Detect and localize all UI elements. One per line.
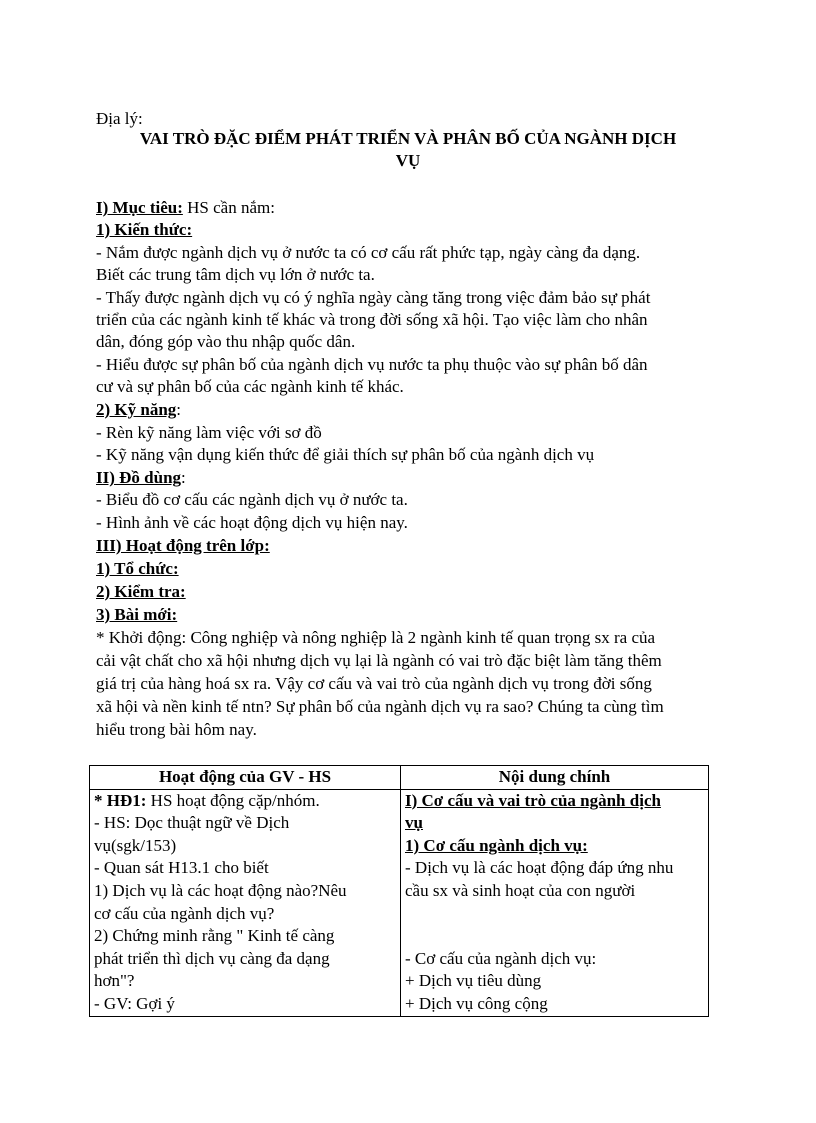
intro-line-2: cải vật chất cho xã hội nhưng dịch vụ lại là ngành có vai trò đặc biệt làm tăng thêm [96,651,662,670]
knowledge-heading: 1) Kiến thức: [96,220,193,239]
knowledge-p3-line1: - Hiểu được sự phân bố của ngành dịch vụ nước ta phụ thuộc vào sự phân bố dân [96,355,648,374]
lesson-table [89,765,709,1017]
header-activities: Hoạt động của GV - HS [90,766,401,790]
knowledge-p1-line2: Biết các trung tâm dịch vụ lớn ở nước ta. [96,265,375,284]
materials-heading-label: II) Đồ dùng [96,468,182,487]
activity-hd1-rest: HS hoạt động cặp/nhóm. [146,790,320,810]
activities-cell [90,789,401,1016]
intro-line-4: xã hội và nền kinh tế ntn? Sự phân bố của ngành dịch vụ ra sao? Chúng ta cùng tìm [96,697,664,716]
skills-heading-label: 2) Kỹ năng [96,400,177,419]
content-line-5: + Dịch vụ công cộng [405,993,548,1013]
content-cell [401,789,709,1016]
objectives-heading [96,197,275,219]
activity-line-3: - Quan sát H13.1 cho biết [94,858,269,878]
content-line-2: cầu sx và sinh hoạt của con người [405,880,636,900]
knowledge-p2-line2: triển của các ngành kinh tế khác và trong đời sống xã hội. Tạo việc làm cho nhân [96,310,648,329]
activity-hd1-label: * HĐ1: [94,790,147,810]
content-spacer [405,903,704,948]
new-lesson-heading: 3) Bài mới: [96,605,178,624]
materials-heading [96,467,186,489]
title-line-1: VAI TRÒ ĐẶC ĐIỂM PHÁT TRIỂN VÀ PHÂN BỐ CỦA NGÀNH DỊCH [139,129,677,148]
activity-line-6: 2) Chứng minh rằng " Kinh tế càng [94,926,335,946]
objectives-heading-rest: HS cần nắm: [182,198,275,217]
title-line-2: VỤ [395,151,421,170]
knowledge-p2-line1: - Thấy được ngành dịch vụ có ý nghĩa ngày càng tăng trong việc đảm bảo sự phát [96,288,651,307]
intro-line-1: * Khởi động: Công nghiệp và nông nghiệp là 2 ngành kinh tế quan trọng sx ra của [96,628,656,647]
checking-heading: 2) Kiểm tra: [96,582,186,601]
content-line-1: - Dịch vụ là các hoạt động đáp ứng nhu [405,858,674,878]
material-item-1: - Biểu đồ cơ cấu các ngành dịch vụ ở nước ta. [96,490,408,509]
skill-item-1: - Rèn kỹ năng làm việc với sơ đồ [96,423,322,442]
activity-hd1 [94,790,396,813]
knowledge-p3-line2: cư và sự phân bố của các ngành kinh tế khác. [96,377,404,396]
table-row [90,789,709,1016]
content-heading-1-line-1: I) Cơ cấu và vai trò của ngành dịch [405,790,661,810]
class-activities-heading: III) Hoạt động trên lớp: [96,536,270,555]
skill-item-2: - Kỹ năng vận dụng kiến thức để giải thích sự phân bố của ngành dịch vụ [96,445,595,464]
materials-heading-colon: : [181,468,186,487]
intro-line-3: giá trị của hàng hoá sx ra. Vậy cơ cấu và vai trò của ngành dịch vụ trong đời sống [96,674,652,693]
organization-heading: 1) Tổ chức: [96,559,179,578]
activity-line-9: - GV: Gợi ý [94,993,175,1013]
activity-line-5: cơ cấu của ngành dịch vụ? [94,903,275,923]
knowledge-p2-line3: dân, đóng góp vào thu nhập quốc dân. [96,332,356,351]
activity-line-7: phát triển thì dịch vụ càng đa dạng [94,948,330,968]
content-line-3: - Cơ cấu của ngành dịch vụ: [405,948,597,968]
intro-line-5: hiểu trong bài hôm nay. [96,720,257,739]
table-header-row [90,766,709,790]
activity-line-2: vụ(sgk/153) [94,835,177,855]
activity-line-8: hơn"? [94,971,135,991]
material-item-2: - Hình ảnh về các hoạt động dịch vụ hiện nay. [96,513,408,532]
subject-label: Địa lý: [96,109,143,128]
skills-heading-colon: : [176,400,182,419]
skills-heading [96,399,181,421]
content-heading-2: 1) Cơ cấu ngành dịch vụ: [405,835,588,855]
header-main-content: Nội dung chính [401,766,709,790]
knowledge-p1-line1: - Nắm được ngành dịch vụ ở nước ta có cơ cấu rất phức tạp, ngày càng đa dạng. [96,243,641,262]
activity-line-4: 1) Dịch vụ là các hoạt động nào?Nêu [94,880,347,900]
activity-line-1: - HS: Dọc thuật ngữ về Dịch [94,813,290,833]
content-heading-1-line-2: vụ [405,813,423,833]
objectives-heading-label: I) Mục tiêu: [96,198,183,217]
content-line-4: + Dịch vụ tiêu dùng [405,971,542,991]
